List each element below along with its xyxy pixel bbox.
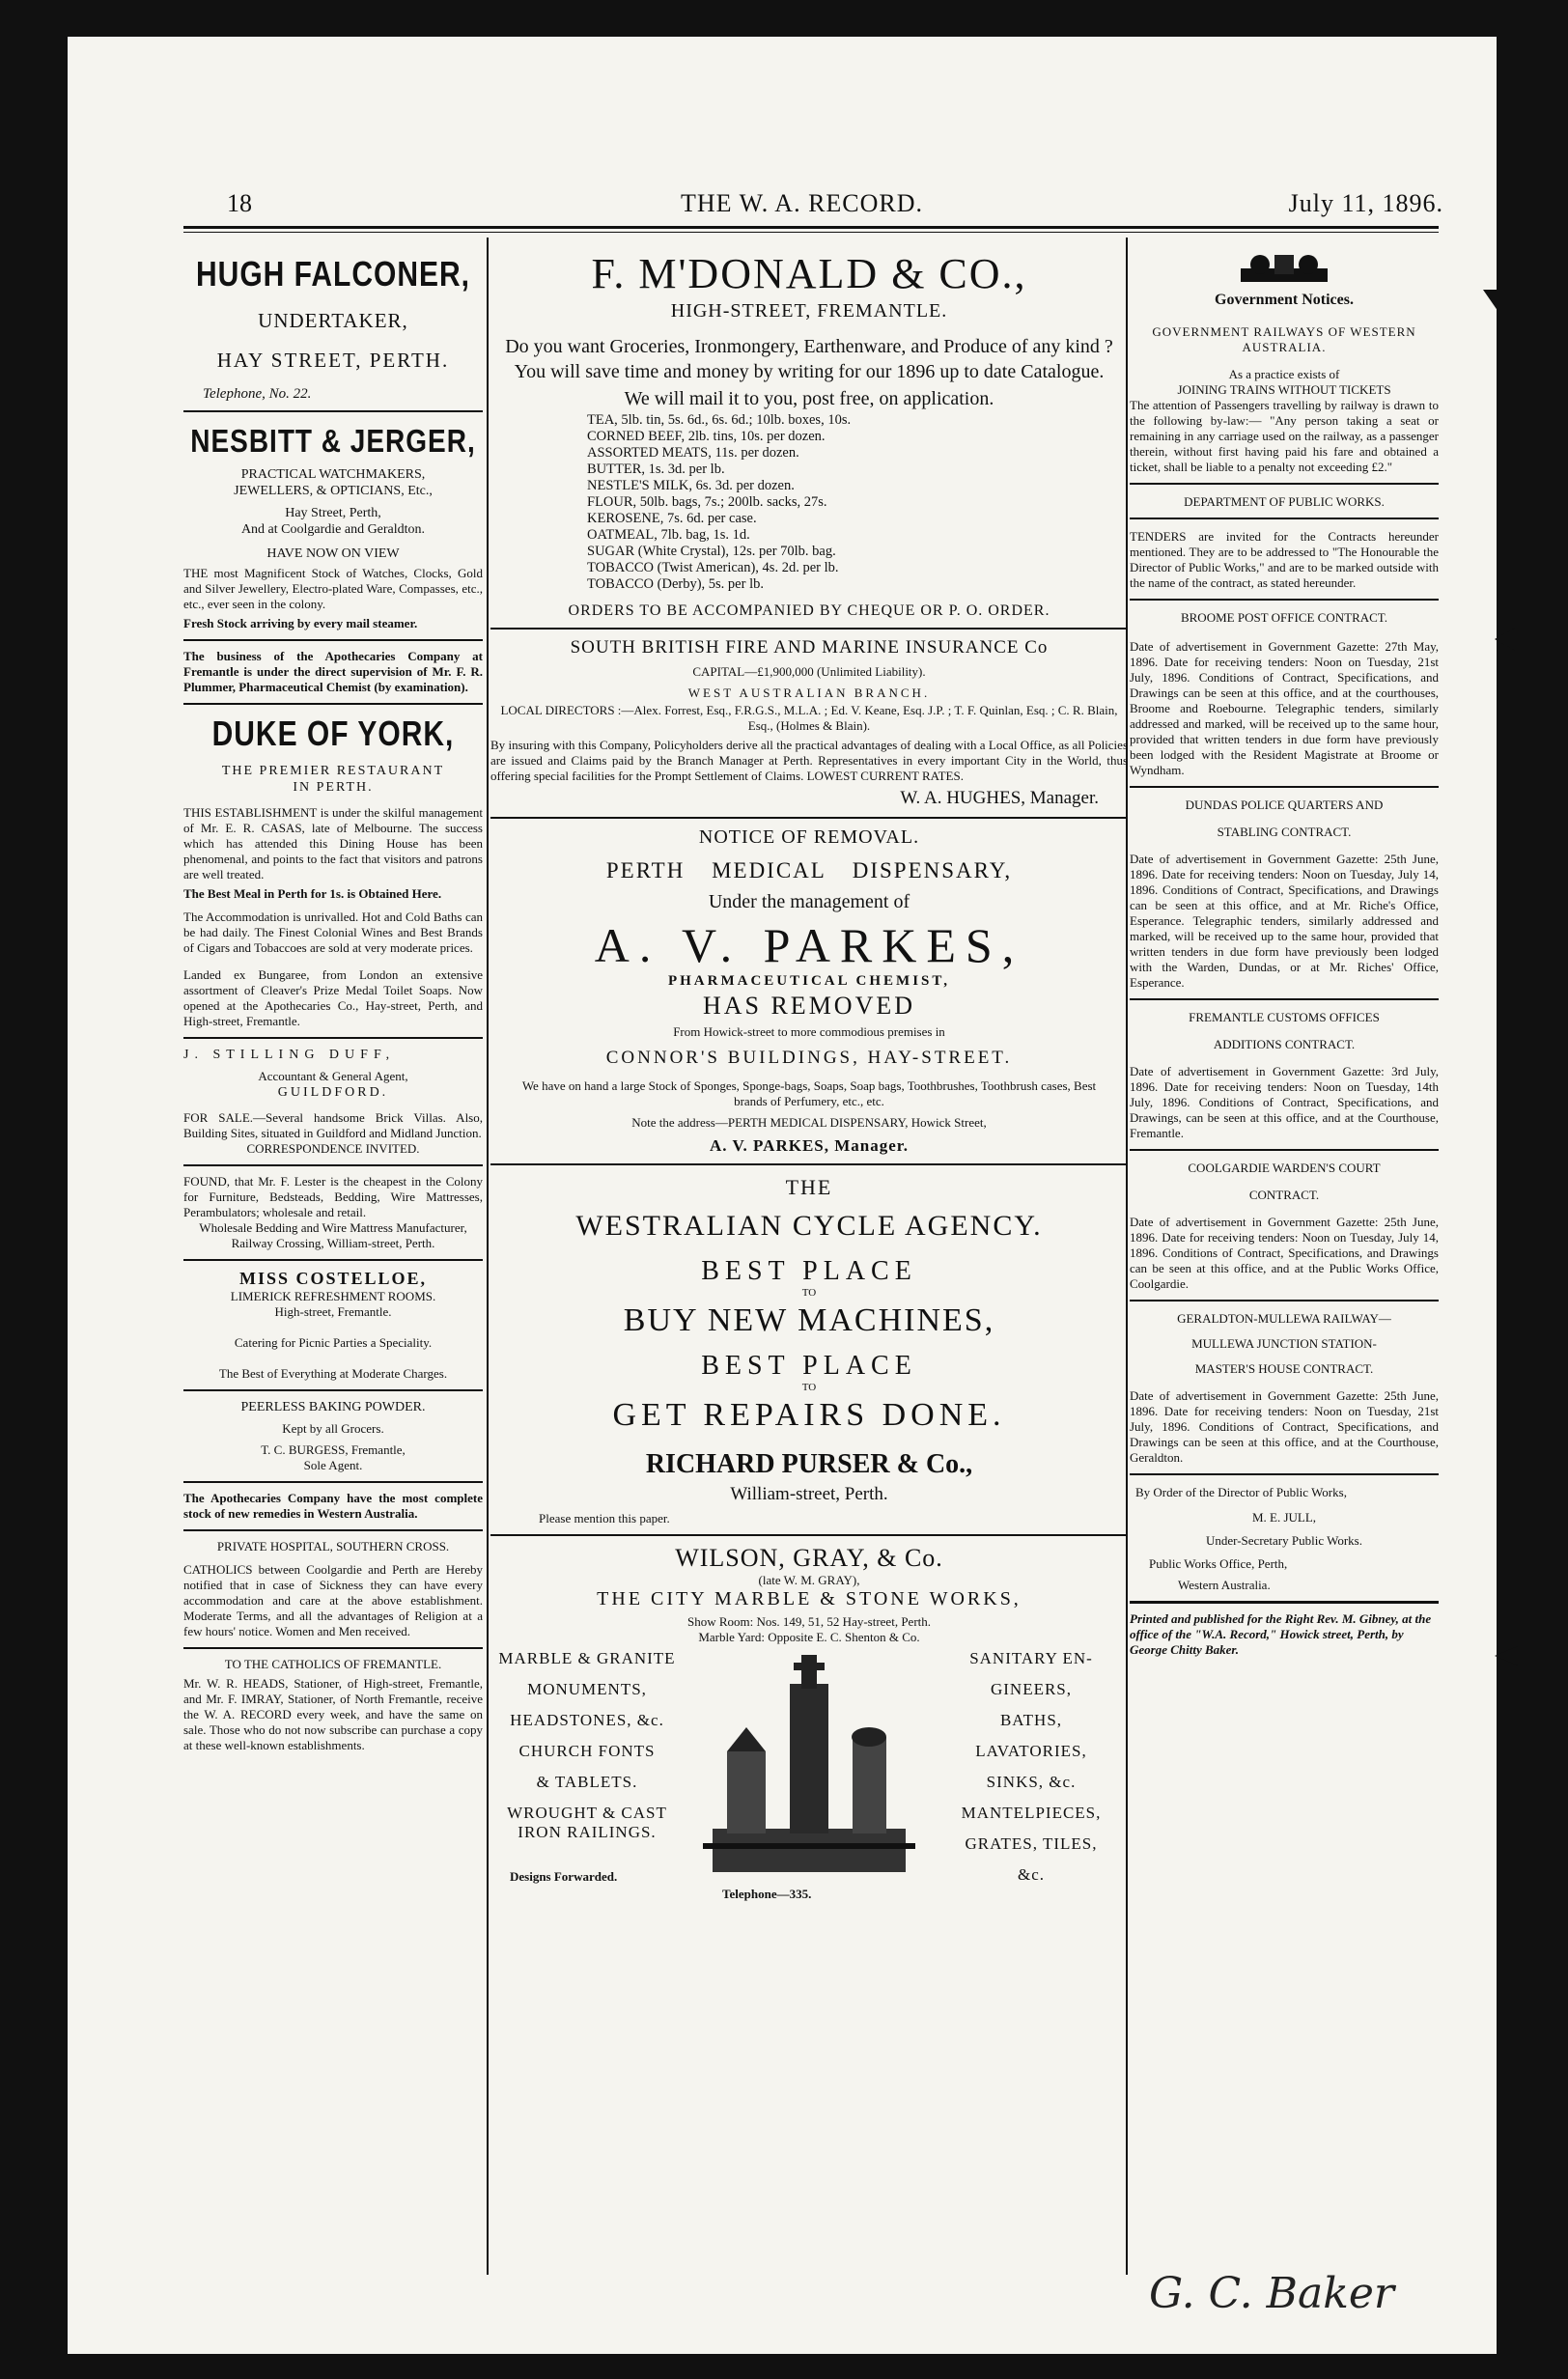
issue-date: July 11, 1896.	[1288, 189, 1443, 217]
parkes-stock: We have on hand a large Stock of Sponges, Sponge-bags, Soaps, Soap bags, Toothbrushes, Toothbrush cases, Best brands of Perfumery, etc., etc.	[521, 1078, 1097, 1108]
york-body: The Accommodation is unrivalled. Hot and Cold Baths can be had daily. The Finest Colonial Wines and Best Brands of Cigars and Tobaccoes are sold at very moderate prices.	[183, 910, 483, 955]
wilson-item: MONUMENTS,	[527, 1680, 647, 1698]
parkes-note: Note the address—PERTH MEDICAL DISPENSARY, Howick Street,	[631, 1115, 987, 1130]
wilson-item: &c.	[1017, 1865, 1046, 1884]
apothecaries-notice: The business of the Apothecaries Company at Fremantle is under the direct supervision of Mr. F. R. Plummer, Pharmaceutical Chemist (by examination).	[183, 649, 483, 694]
mcdonald-orders: ORDERS TO BE ACCOMPANIED BY CHEQUE OR P. O. ORDER.	[568, 602, 1050, 619]
wilson-works: THE CITY MARBLE & STONE WORKS,	[597, 1588, 1022, 1609]
nesbitt-line: JEWELLERS, & OPTICIANS, Etc.,	[234, 484, 433, 498]
wilson-late: (late W. M. GRAY),	[758, 1573, 860, 1587]
insurance-manager: W. A. HUGHES, Manager.	[900, 788, 1099, 808]
insurance-branch: WEST AUSTRALIAN BRANCH.	[687, 686, 931, 700]
order-line: Western Australia.	[1178, 1578, 1271, 1592]
nesbitt-body: THE most Magnificent Stock of Watches, Clocks, Gold and Silver Jewellery, Electro-plated Ware, Compasses, etc., etc., ever seen in the colony.	[183, 566, 483, 611]
wilson-left-list	[490, 1649, 684, 1854]
york-name: DUKE OF YORK,	[211, 714, 455, 754]
costelloe-line: High-street, Fremantle.	[274, 1304, 392, 1319]
nesbitt-heading: HAVE NOW ON VIEW	[266, 546, 400, 561]
lester-body: FOUND, that Mr. F. Lester is the cheapest in the Colony for Furniture, Bedsteads, Bedding, Wire Mattresses, Perambulators; wholesale and retail.	[183, 1174, 483, 1219]
insurance-name: SOUTH BRITISH FIRE AND MARINE INSURANCE Co	[570, 637, 1049, 658]
fremantle-body: Date of advertisement in Government Gazette: 3rd July, 1896. Date for receiving tenders: Noon on Tuesday, 14th July, 1896. Conditions of Contract, Specifications, and Drawings, can be seen at this office, and at the Courthouse, Fremantle.	[1130, 1064, 1439, 1140]
wilson-item: & TABLETS.	[536, 1773, 638, 1791]
monument-illustration	[693, 1645, 925, 1877]
rail-line: JOINING TRAINS WITHOUT TICKETS	[1177, 382, 1391, 397]
price-item: TOBACCO (Twist American), 4s. 2d. per lb.	[587, 560, 839, 575]
wilson-item: LAVATORIES,	[975, 1742, 1087, 1760]
costelloe-name: MISS COSTELLOE,	[238, 1269, 428, 1288]
wilson-item: SANITARY EN-	[969, 1649, 1093, 1667]
falconer-name: HUGH FALCONER,	[196, 255, 470, 294]
york-body: THIS ESTABLISHMENT is under the skilful management of Mr. E. R. CASAS, late of Melbourne. The success which has attended this Dining House has been phenomenal, and points to the fact that visitors and patrons are well treated.	[183, 805, 483, 882]
order-line: Public Works Office, Perth,	[1149, 1556, 1288, 1571]
falconer-address: HAY STREET, PERTH.	[216, 349, 450, 372]
dundas-title: STABLING CONTRACT.	[1217, 825, 1352, 839]
rail-title: GOVERNMENT RAILWAYS OF WESTERN AUSTRALIA.	[1152, 324, 1416, 354]
parkes-notice: NOTICE OF REMOVAL.	[698, 826, 920, 848]
dpw-title: DEPARTMENT OF PUBLIC WORKS.	[1184, 494, 1385, 509]
costelloe-line: Catering for Picnic Parties a Speciality.	[234, 1335, 433, 1350]
edge-mark	[1495, 628, 1516, 651]
nesbitt-line: Hay Street, Perth,	[285, 506, 381, 520]
wilson-item: MANTELPIECES,	[961, 1804, 1102, 1822]
falconer-telephone: Telephone, No. 22.	[203, 386, 312, 402]
wilson-item: CHURCH FONTS	[518, 1742, 656, 1760]
mcdonald-body: We will mail it to you, post free, on application.	[624, 388, 994, 409]
geraldton-title: MULLEWA JUNCTION STATION-	[1191, 1336, 1377, 1351]
dundas-title: DUNDAS POLICE QUARTERS AND	[1185, 798, 1384, 812]
coolgardie-title: COOLGARDIE WARDEN'S COURT	[1188, 1161, 1381, 1175]
column-divider	[487, 238, 489, 2275]
duff-line: Accountant & General Agent,	[258, 1069, 408, 1083]
nesbitt-line: PRACTICAL WATCHMAKERS,	[240, 467, 426, 482]
nesbitt-line: And at Coolgardie and Geraldton.	[240, 522, 426, 537]
price-item: FLOUR, 50lb. bags, 7s.; 200lb. sacks, 27s.	[587, 494, 827, 510]
broome-title: BROOME POST OFFICE CONTRACT.	[1180, 610, 1388, 625]
fremantle-title: ADDITIONS CONTRACT.	[1213, 1037, 1356, 1051]
york-body: The Best Meal in Perth for 1s. is Obtained Here.	[183, 886, 442, 901]
wilson-yard: Marble Yard: Opposite E. C. Shenton & Co.	[698, 1630, 920, 1644]
hospital-title: PRIVATE HOSPITAL, SOUTHERN CROSS.	[216, 1539, 450, 1553]
wilson-telephone: Telephone—335.	[722, 1887, 812, 1901]
wilson-name: WILSON, GRAY, & Co.	[675, 1544, 943, 1572]
wilson-item: BATHS,	[999, 1711, 1063, 1729]
parkes-dispensary: PERTH MEDICAL DISPENSARY,	[605, 858, 1013, 882]
peerless-line: Sole Agent.	[303, 1458, 363, 1472]
price-item: NESTLE'S MILK, 6s. 3d. per dozen.	[587, 478, 795, 493]
dundas-body: Date of advertisement in Government Gazette: 25th June, 1896. Date for receiving tenders: Noon on Tuesday, July 14, 1896. Conditions of Contract, Specifications, and Drawings can be seen at this office, and at Mr. Riche's Office, Esperance. Telegraphic tenders, similarly addressed and marked, will be received up to the same hour, provided that written tenders in due form have previously been lodged with the Warden, Dundas, or at Mr. Riches' Office, Esperance.	[1130, 852, 1439, 990]
costelloe-line: LIMERICK REFRESHMENT ROOMS.	[230, 1289, 436, 1303]
cycle-address: William-street, Perth.	[730, 1484, 888, 1504]
insurance-directors: LOCAL DIRECTORS :—Alex. Forrest, Esq., F.R.G.S., M.L.A. ; Ed. V. Keane, Esq. J.P. ; T. F. Quinlan, Esq. ; C. R. Blain, Esq., (Holmes & Blain).	[500, 703, 1118, 733]
order-line: Under-Secretary Public Works.	[1206, 1533, 1362, 1548]
order-line: By Order of the Director of Public Works,	[1135, 1485, 1347, 1499]
catholics-body: Mr. W. R. HEADS, Stationer, of High-street, Fremantle, and Mr. F. IMRAY, Stationer, of North Fremantle, receive the W. A. RECORD every week, and have the same on sale. Those who do not now subscribe can purchase a copy at these well-known establishments.	[183, 1676, 483, 1752]
cycle-best: BEST PLACE	[701, 1351, 917, 1381]
cycle-to: TO	[801, 1287, 817, 1299]
costelloe-line: The Best of Everything at Moderate Charges.	[218, 1366, 448, 1381]
parkes-name: A. V. PARKES,	[594, 918, 1024, 972]
mcdonald-name: F. M'DONALD & CO.,	[591, 250, 1027, 297]
parkes-from: From Howick-street to more commodious premises in	[673, 1024, 945, 1039]
price-item: KEROSENE, 7s. 6d. per case.	[587, 511, 757, 526]
cycle-the: THE	[785, 1175, 833, 1199]
insurance-capital: CAPITAL—£1,900,000 (Unlimited Liability).	[692, 664, 926, 679]
price-item: CORNED BEEF, 2lb. tins, 10s. per dozen.	[587, 429, 826, 444]
york-sub: THE PREMIER RESTAURANT	[221, 764, 445, 778]
masthead-title: THE W. A. RECORD.	[681, 189, 924, 217]
geraldton-body: Date of advertisement in Government Gazette: 25th June, 1896. Date for receiving tenders: Noon on Tuesday, 21st July, 1896. Conditions of Contract, Specifications, and Drawings can be seen at this office, and at the Courthouse, Geraldton.	[1130, 1388, 1439, 1465]
landed-notice: Landed ex Bungaree, from London an extensive assortment of Cleaver's Prize Medal Toilet Soaps. Now opened at the Apothecaries Co., Hay-street, Perth, and High-street, Fremantle.	[183, 967, 483, 1028]
wilson-right-list	[935, 1649, 1128, 1896]
peerless-name: PEERLESS BAKING POWDER.	[240, 1400, 426, 1414]
wilson-item: SINKS, &c.	[986, 1773, 1077, 1791]
running-header	[159, 185, 1443, 224]
gov-notices-title: Government Notices.	[1215, 292, 1354, 308]
tenders-body: TENDERS are invited for the Contracts hereunder mentioned. They are to be addressed to "The Honourable the Director of Public Works," and are to be marked outside with the name of the contract, as stated hereunder.	[1130, 529, 1439, 590]
lester-line: Railway Crossing, William-street, Perth.	[231, 1236, 435, 1250]
coolgardie-title: CONTRACT.	[1248, 1188, 1320, 1202]
wilson-showroom: Show Room: Nos. 149, 51, 52 Hay-street, Perth.	[686, 1614, 932, 1629]
price-item: OATMEAL, 7lb. bag, 1s. 1d.	[587, 527, 750, 543]
price-item: TOBACCO (Derby), 5s. per lb.	[587, 576, 764, 592]
mcdonald-address: HIGH-STREET, FREMANTLE.	[670, 300, 948, 322]
edge-mark	[1483, 290, 1500, 315]
cycle-best: BEST PLACE	[701, 1256, 917, 1286]
page-number: 18	[227, 189, 252, 217]
handwritten-signature	[1149, 2269, 1394, 2318]
order-line: M. E. JULL,	[1251, 1510, 1317, 1525]
fremantle-title: FREMANTLE CUSTOMS OFFICES	[1189, 1010, 1380, 1024]
parkes-manager: A. V. PARKES, Manager.	[709, 1136, 910, 1155]
cycle-buy: BUY NEW MACHINES,	[623, 1302, 995, 1338]
geraldton-title: GERALDTON-MULLEWA RAILWAY—	[1177, 1311, 1391, 1326]
rail-body: The attention of Passengers travelling by railway is drawn to the following by-law:— "Any person taking a seat or remaining in any carriage used on the railway, as a passenger therein, without first having paid his fare and obtained a ticket, shall be liable to a penalty not exceeding £2."	[1130, 398, 1439, 474]
price-item: ASSORTED MEATS, 11s. per dozen.	[587, 445, 799, 461]
wilson-item: MARBLE & GRANITE	[498, 1649, 676, 1667]
wilson-designs: Designs Forwarded.	[510, 1869, 618, 1884]
lester-line: Wholesale Bedding and Wire Mattress Manufacturer,	[199, 1220, 467, 1235]
parkes-under: Under the management of	[708, 891, 910, 912]
york-sub: IN PERTH.	[293, 780, 374, 795]
nesbitt-name: NESBITT & JERGER,	[190, 422, 476, 459]
duff-sale: FOR SALE.—Several handsome Brick Villas. Also, Building Sites, situated in Guildford and Midland Junction.	[183, 1110, 483, 1140]
hospital-body: CATHOLICS between Coolgardie and Perth are Hereby notified that in case of Sickness they can have every accommodation and care at the above establishment. Moderate Terms, and all the advantages of Religion at a few hours' notice. Women and Men received.	[183, 1562, 483, 1638]
coat-of-arms-icon	[1231, 251, 1337, 290]
price-item: BUTTER, 1s. 3d. per lb.	[587, 462, 725, 477]
mcdonald-body: Do you want Groceries, Ironmongery, Earthenware, and Produce of any kind ? You will save time and money by writing for our 1896 up to date Catalogue.	[505, 336, 1113, 382]
price-item: SUGAR (White Crystal), 12s. per 70lb. bag.	[587, 544, 836, 559]
coolgardie-body: Date of advertisement in Government Gazette: 25th June, 1896. Date for receiving tenders: Noon on Tuesday, July 14, 1896. Conditions of Contract, Specifications, and Drawings can be seen at this office, and at the Public Works Office, Coolgardie.	[1130, 1215, 1439, 1291]
left-column	[183, 239, 483, 1753]
cycle-name: WESTRALIAN CYCLE AGENCY.	[575, 1210, 1043, 1242]
catholics-title: TO THE CATHOLICS OF FREMANTLE.	[224, 1657, 442, 1671]
peerless-line: Kept by all Grocers.	[282, 1421, 384, 1436]
mcdonald-price-list	[490, 412, 1128, 593]
wilson-body	[490, 1645, 1128, 1906]
apothecaries-stock: The Apothecaries Company have the most complete stock of new remedies in Western Australia.	[183, 1491, 483, 1521]
falconer-trade: UNDERTAKER,	[258, 309, 408, 332]
wilson-item: GINEERS,	[990, 1680, 1073, 1698]
cycle-to: TO	[801, 1382, 817, 1393]
wilson-item: GRATES, TILES,	[965, 1834, 1098, 1853]
signature-text: G. C. Baker	[1149, 2269, 1394, 2318]
insurance-body: By insuring with this Company, Policyholders derive all the practical advantages of dealing with a Local Office, as all Policies are issued and Claims paid by the Branch Manager at Perth. Representatives in every important City in the World, thus offering special facilities for the Prompt Settlement of Claims. LOWEST CURRENT RATES.	[490, 738, 1128, 783]
parkes-building: CONNOR'S BUILDINGS, HAY-STREET.	[605, 1048, 1013, 1068]
imprint: Printed and published for the Right Rev. M. Gibney, at the office of the "W.A. Record," Howick street, Perth, by George Chitty Baker.	[1130, 1611, 1432, 1657]
header-rule	[183, 226, 1439, 229]
broome-body: Date of advertisement in Government Gazette: 27th May, 1896. Date for receiving tenders: Noon on Tuesday, 21st July, 1896. Conditions of Contract, Specifications, and Drawings can be seen at this office, and at the courthouses, Broome and Roebourne. Telegraphic tenders, similarly addressed and marked, will be received up to the same hour, provided that written tenders in due form have previously been lodged with the Resident Magistrate at Broome or Wyndham.	[1130, 639, 1439, 777]
parkes-role: PHARMACEUTICAL CHEMIST,	[667, 973, 951, 989]
nesbitt-fresh: Fresh Stock arriving by every mail steamer.	[183, 616, 418, 630]
right-column	[1130, 239, 1439, 1658]
wilson-item: WROUGHT & CAST IRON RAILINGS.	[507, 1804, 667, 1841]
geraldton-title: MASTER'S HOUSE CONTRACT.	[1194, 1361, 1374, 1376]
edge-mark	[1495, 1646, 1518, 1665]
cycle-mention: Please mention this paper.	[539, 1511, 670, 1525]
peerless-line: T. C. BURGESS, Fremantle,	[261, 1442, 406, 1457]
parkes-removed: HAS REMOVED	[702, 992, 916, 1020]
cycle-firm: RICHARD PURSER & Co.,	[645, 1449, 973, 1479]
middle-column	[490, 239, 1128, 1906]
cycle-repairs: GET REPAIRS DONE.	[612, 1397, 1006, 1433]
duff-corr: CORRESPONDENCE INVITED.	[246, 1141, 420, 1156]
wilson-item: HEADSTONES, &c.	[510, 1711, 664, 1729]
header-rule-thin	[183, 232, 1439, 233]
rail-line: As a practice exists of	[1228, 367, 1340, 381]
duff-line: GUILDFORD.	[277, 1085, 389, 1100]
duff-name: J. STILLING DUFF,	[183, 1048, 396, 1062]
price-item: TEA, 5lb. tin, 5s. 6d., 6s. 6d.; 10lb. boxes, 10s.	[587, 412, 852, 428]
